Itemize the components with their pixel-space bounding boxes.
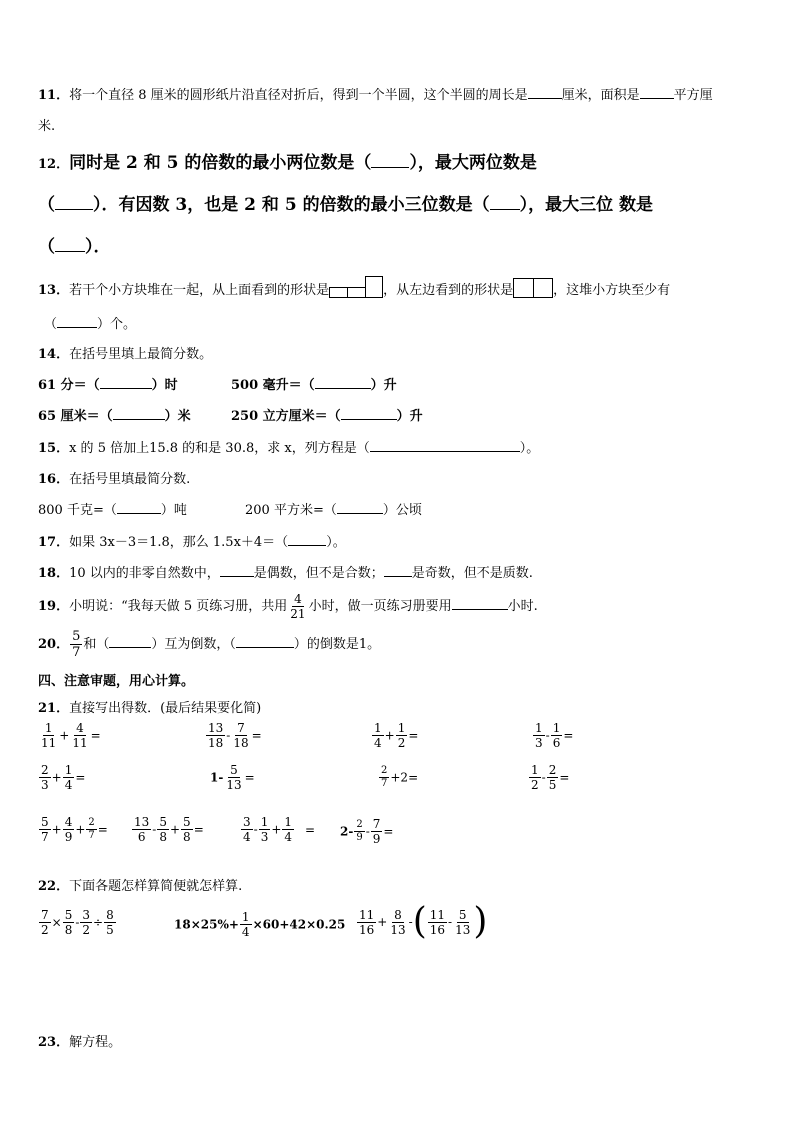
q13-text-2: ，从左边看到的形状是 — [383, 283, 514, 298]
frac-den: 16 — [429, 922, 446, 937]
frac-den: 11 — [72, 736, 88, 750]
left-paren: ( — [412, 901, 427, 942]
q12-blank-4[interactable] — [55, 235, 85, 252]
q20-text-3: ）的倒数是1。 — [293, 637, 381, 652]
q14-blank-b[interactable] — [315, 375, 371, 389]
q14-item-d — [231, 405, 423, 424]
q19-fraction — [288, 593, 307, 620]
frac-num: 4 — [64, 815, 73, 829]
operator: × — [51, 915, 62, 930]
q12-text-2: ），最大两位数是 — [409, 153, 537, 173]
frac-den: 3 — [41, 778, 49, 792]
q16-title-text: 在括号里填最简分数. — [69, 472, 191, 487]
frac-den: 4 — [241, 925, 250, 939]
q14-item-a — [38, 374, 178, 393]
equals: = — [97, 822, 108, 837]
frac-num: 5 — [230, 763, 238, 777]
q21-expr-11 — [240, 816, 315, 843]
q12-line3 — [38, 232, 111, 257]
operator: - — [448, 915, 453, 929]
frac-den: 13 — [390, 922, 406, 937]
frac-den: 18 — [233, 736, 249, 750]
operator: + — [384, 728, 395, 743]
q21-expr-1 — [38, 722, 101, 749]
q13-left-view-figure — [513, 278, 553, 298]
operator: - — [152, 822, 157, 837]
q14-blank-c[interactable] — [113, 406, 165, 420]
suffix: +2= — [390, 770, 419, 785]
equals: = — [90, 728, 101, 743]
q22-problem-3 — [356, 901, 488, 942]
q21-title — [38, 697, 261, 716]
q13-text-1: 若干个小方块堆在一起，从上面看到的形状是 — [69, 283, 330, 298]
q18-text-1: 10 以内的非零自然数中， — [69, 566, 220, 581]
frac-num: 2 — [356, 819, 363, 830]
q21-title-text: 直接写出得数．(最后结果要化简) — [69, 701, 262, 716]
equals: = — [251, 728, 262, 743]
q13-blank[interactable] — [57, 314, 97, 328]
q16-title — [38, 468, 190, 487]
frac-num: 5 — [183, 815, 191, 829]
frac-num: 1 — [64, 763, 73, 777]
q12-text-7: ）． — [85, 237, 111, 257]
section-4-title: 四、注意审题，用心计算。 — [38, 674, 195, 689]
frac-num: 3 — [82, 908, 91, 922]
q12-text-6: （ — [38, 237, 55, 257]
frac-num: 1 — [552, 721, 561, 735]
q21-expr-3 — [371, 722, 418, 749]
q20-blank-1[interactable] — [109, 634, 151, 648]
frac-num: 1 — [44, 721, 53, 735]
q23-title-text: 解方程。 — [69, 1035, 122, 1050]
q14-blank-a[interactable] — [100, 375, 152, 389]
q13-number: 13． — [38, 283, 70, 298]
frac-num: 5 — [64, 908, 73, 922]
frac-num: 1 — [535, 721, 543, 735]
q16-item-a — [38, 499, 187, 518]
frac-num: 1 — [260, 815, 269, 829]
frac-num: 1 — [531, 763, 539, 777]
operator: + — [75, 822, 86, 837]
q20-fraction — [70, 630, 82, 659]
operator: ÷ — [93, 915, 104, 930]
q19-line — [38, 593, 538, 620]
frac-num: 1 — [284, 815, 293, 829]
q22-problem-1 — [38, 909, 117, 936]
frac-num: 7 — [372, 817, 381, 831]
q12-text-4: ）．有因数 3，也是 2 和 5 的倍数的最小三位数是（ — [93, 195, 490, 215]
q15-blank[interactable] — [370, 438, 520, 452]
q11-blank-2[interactable] — [640, 85, 674, 99]
q12-text-5: ），最大三位 数是 — [519, 195, 653, 215]
frac-num: 8 — [394, 907, 402, 922]
q11-line1 — [38, 84, 713, 103]
q20-blank-2[interactable] — [236, 634, 294, 648]
q22-problem-2 — [174, 911, 345, 938]
q14-blank-d[interactable] — [341, 406, 397, 420]
q18-blank-1[interactable] — [220, 563, 254, 577]
frac-num: 11 — [429, 907, 446, 922]
q22-title-text: 下面各题怎样算简便就怎样算. — [69, 879, 243, 894]
q21-expr-5 — [38, 764, 85, 791]
q18-line — [38, 562, 533, 581]
q11-blank-1[interactable] — [528, 85, 562, 99]
frac-num: 2 — [381, 765, 388, 776]
equals: = — [193, 822, 204, 837]
q19-frac-den: 21 — [290, 607, 306, 621]
q19-text-1: 小明说：“我每天做 5 页练习册，共用 — [69, 599, 288, 614]
q20-frac-den: 7 — [72, 645, 81, 660]
q20-line — [38, 630, 380, 659]
q21-expr-8 — [528, 764, 569, 791]
q13-top-view-figure — [329, 276, 383, 298]
q19-blank[interactable] — [452, 596, 508, 610]
q12-number: 12． — [38, 157, 70, 172]
operator: - — [541, 770, 546, 785]
frac-den: 11 — [41, 736, 57, 750]
frac-den: 4 — [243, 830, 251, 844]
frac-den: 2 — [41, 923, 49, 937]
q16-number: 16． — [38, 472, 70, 487]
q21-number: 21． — [38, 701, 70, 716]
q12-text-1: 同时是 2 和 5 的倍数的最小两位数是（ — [69, 153, 372, 173]
equals: = — [305, 822, 316, 837]
q11-line2: 米. — [38, 119, 56, 134]
equals: = — [408, 728, 419, 743]
q16-item-b — [245, 499, 422, 518]
frac-num: 3 — [243, 815, 251, 829]
operator: - — [545, 728, 550, 743]
suffix: ×60+42×0.25 — [252, 917, 346, 932]
q16-b-text-1: 200 平方米=（ — [245, 503, 337, 518]
frac-num: 1 — [374, 721, 382, 735]
q13-line2 — [44, 313, 136, 332]
q19-text-3: 小时. — [507, 599, 538, 614]
frac-den: 13 — [226, 778, 242, 792]
operator: + — [51, 822, 62, 837]
q14-a-text-2: ）时 — [151, 378, 178, 393]
frac-den: 7 — [381, 778, 388, 789]
frac-num: 5 — [458, 907, 467, 922]
q17-number: 17． — [38, 535, 70, 550]
q14-number: 14． — [38, 347, 70, 362]
q12-blank-2[interactable] — [55, 193, 93, 210]
equals: = — [244, 770, 255, 785]
q13-text-3: ，这堆小方块至少有 — [553, 283, 671, 298]
frac-den: 7 — [41, 830, 49, 844]
q17-text-2: ）。 — [326, 535, 346, 550]
frac-num: 8 — [106, 908, 114, 922]
q16-blank-b[interactable] — [337, 500, 383, 514]
q14-d-text-1: 250 立方厘米＝（ — [231, 409, 341, 424]
prefix: 2- — [340, 824, 354, 839]
frac-den: 13 — [455, 922, 471, 937]
q12-blank-1[interactable] — [371, 151, 409, 168]
operator: - — [75, 915, 80, 930]
frac-den: 9 — [356, 832, 363, 843]
q21-expr-10 — [131, 816, 204, 843]
operator: - — [365, 824, 370, 839]
frac-num: 4 — [76, 721, 84, 735]
q12-line1 — [38, 148, 537, 173]
operator: + — [377, 915, 388, 929]
q20-number: 20． — [38, 637, 70, 652]
frac-num: 5 — [159, 815, 167, 829]
q14-a-text-1: 61 分＝（ — [38, 378, 100, 393]
q15-text-1: x 的 5 倍加上15.8 的和是 30.8，求 x，列方程是（ — [69, 441, 370, 456]
frac-den: 8 — [183, 830, 191, 844]
q17-text-1: 如果 3x－3＝1.8，那么 1.5x＋4＝（ — [69, 535, 289, 550]
frac-den: 9 — [372, 832, 381, 846]
frac-num: 2 — [88, 817, 95, 828]
q20-frac-num: 5 — [72, 629, 81, 644]
equals: = — [563, 728, 574, 743]
q12-text-3: （ — [38, 195, 55, 215]
q21-expr-7 — [378, 766, 418, 789]
q21-expr-2 — [205, 722, 262, 749]
frac-den: 4 — [284, 830, 293, 844]
q18-number: 18． — [38, 566, 70, 581]
frac-den: 2 — [397, 736, 406, 750]
q19-text-2: 小时，做一页练习册要用 — [308, 599, 452, 614]
q11-number: 11． — [38, 88, 70, 103]
q20-text-1: 和（ — [83, 637, 110, 652]
operator: + — [169, 822, 181, 837]
q14-c-text-1: 65 厘米＝（ — [38, 409, 113, 424]
frac-num: 1 — [397, 721, 406, 735]
q14-item-b — [231, 374, 397, 393]
q11-text-2: 厘米，面积是 — [561, 88, 640, 103]
frac-den: 6 — [552, 736, 561, 750]
q16-b-text-2: ）公顷 — [382, 503, 422, 518]
q15-text-2: ）。 — [519, 441, 540, 456]
q19-frac-num: 4 — [294, 592, 302, 606]
q12-line2 — [38, 190, 653, 215]
q14-b-text-2: ）升 — [370, 378, 397, 393]
frac-num: 2 — [548, 763, 557, 777]
equals: = — [383, 824, 394, 839]
q22-number: 22． — [38, 879, 70, 894]
q18-text-2: 是偶数，但不是合数； — [253, 566, 384, 581]
q12-blank-3[interactable] — [490, 193, 520, 210]
frac-num: 2 — [41, 763, 49, 777]
equals: = — [75, 770, 86, 785]
q11-text-3: 平方厘 — [673, 88, 713, 103]
frac-den: 7 — [88, 830, 95, 841]
frac-num: 7 — [237, 721, 245, 735]
frac-den: 2 — [531, 778, 539, 792]
frac-den: 8 — [159, 830, 167, 844]
frac-den: 2 — [82, 923, 91, 937]
frac-num: 13 — [208, 721, 224, 735]
operator: + — [59, 728, 70, 743]
operator: - — [408, 915, 413, 929]
q14-item-c — [38, 405, 191, 424]
frac-den: 5 — [548, 778, 557, 792]
q17-blank[interactable] — [288, 532, 326, 546]
q16-a-text-1: 800 千克=（ — [38, 503, 117, 518]
frac-den: 6 — [137, 830, 146, 844]
q21-expr-12 — [340, 818, 393, 845]
q18-text-3: 是奇数，但不是质数. — [411, 566, 533, 581]
operator: + — [51, 770, 62, 785]
frac-den: 9 — [64, 830, 73, 844]
q23-title — [38, 1031, 121, 1050]
q23-number: 23． — [38, 1035, 70, 1050]
frac-num: 7 — [41, 908, 49, 922]
operator: - — [253, 822, 258, 837]
q17-line — [38, 531, 346, 550]
q21-expr-6 — [210, 764, 255, 791]
frac-num: 5 — [41, 815, 49, 829]
q15-line — [38, 437, 539, 456]
frac-den: 3 — [535, 736, 543, 750]
frac-den: 4 — [64, 778, 73, 792]
prefix: 1- — [210, 770, 224, 785]
q13-text-5: ）个。 — [97, 317, 137, 332]
frac-den: 18 — [208, 736, 224, 750]
q16-a-text-2: ）吨 — [160, 503, 187, 518]
q19-number: 19． — [38, 599, 70, 614]
q15-number: 15． — [38, 441, 70, 456]
q11-text-1: 将一个直径 8 厘米的圆形纸片沿直径对折后，得到一个半圆，这个半圆的周长是 — [69, 88, 528, 103]
operator: - — [226, 728, 231, 743]
q18-blank-2[interactable] — [384, 563, 412, 577]
q13-text-4: （ — [44, 317, 58, 332]
q22-title — [38, 875, 242, 894]
q21-expr-4 — [532, 722, 573, 749]
frac-den: 8 — [64, 923, 73, 937]
frac-num: 11 — [359, 907, 375, 922]
frac-den: 4 — [374, 736, 382, 750]
q21-expr-9 — [38, 816, 108, 843]
frac-den: 16 — [359, 922, 375, 937]
frac-den: 3 — [260, 830, 269, 844]
equals: = — [559, 770, 570, 785]
q13-line1 — [38, 276, 670, 298]
operator: + — [271, 822, 282, 837]
right-paren: ) — [473, 901, 488, 942]
q14-d-text-2: ）升 — [396, 409, 423, 424]
q20-text-2: ）互为倒数，（ — [151, 637, 236, 652]
q14-c-text-2: ）米 — [164, 409, 191, 424]
q14-title — [38, 343, 212, 362]
frac-num: 13 — [134, 815, 150, 829]
prefix: 18×25%+ — [174, 917, 239, 932]
q16-blank-a[interactable] — [117, 500, 161, 514]
frac-num: 1 — [241, 910, 250, 924]
q14-title-text: 在括号里填上最简分数。 — [69, 347, 213, 362]
frac-den: 5 — [106, 923, 114, 937]
q14-b-text-1: 500 毫升＝（ — [231, 378, 315, 393]
